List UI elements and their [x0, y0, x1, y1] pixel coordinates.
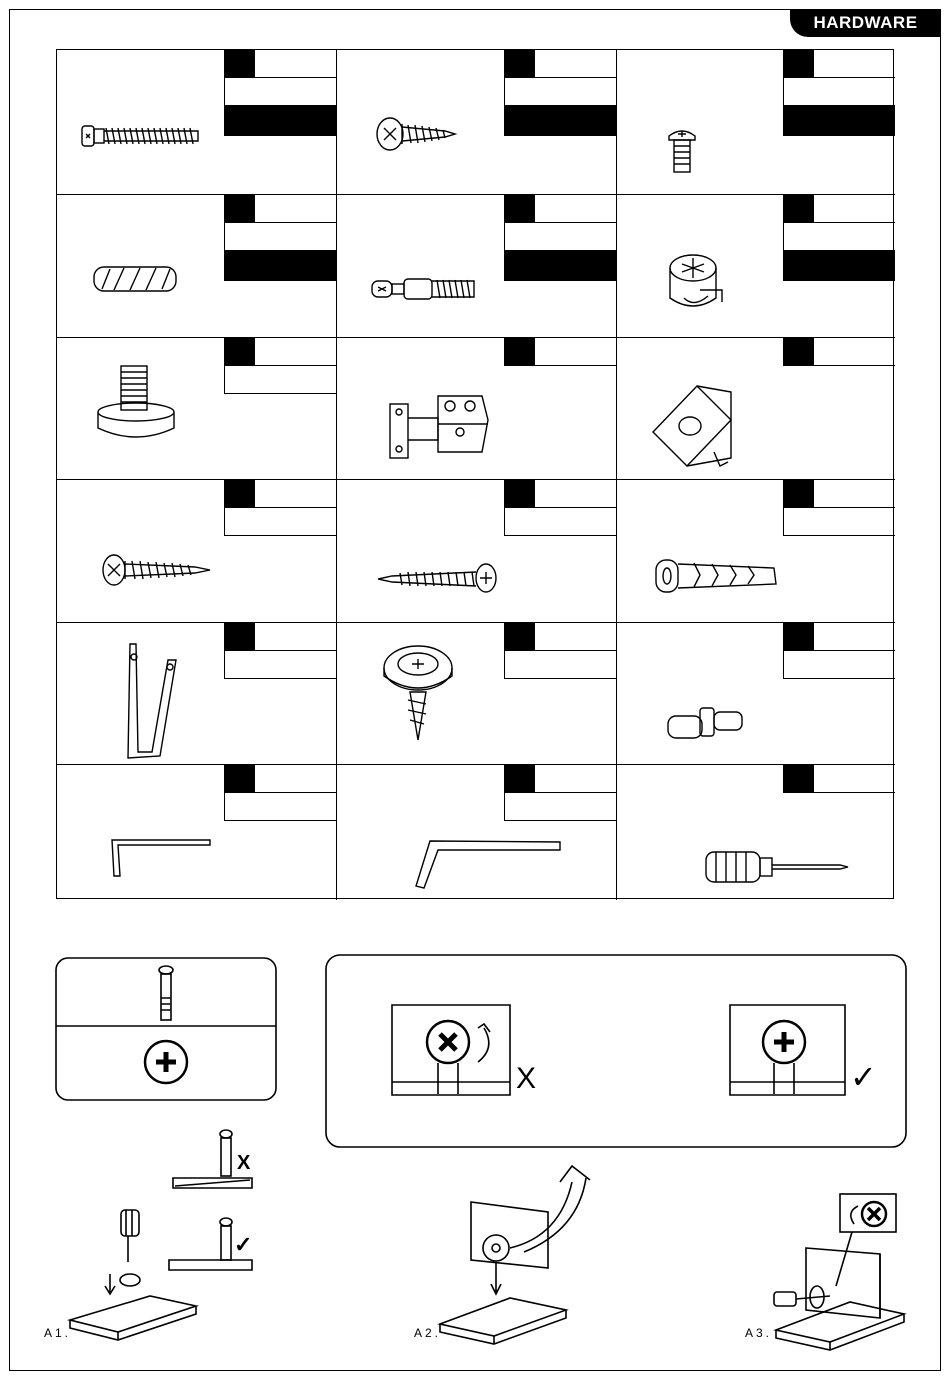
part-label-block [783, 480, 895, 536]
part-label-block [504, 338, 616, 366]
part-label-block [504, 50, 616, 136]
part-label-block [224, 195, 336, 281]
part-label-block [504, 195, 616, 281]
part-label-block [224, 480, 336, 536]
part-label-block [783, 623, 895, 679]
hardware-cell-machine-bolt [617, 50, 895, 195]
step-a3-label: A3. [745, 1326, 773, 1340]
part-label-block [224, 338, 336, 394]
part-label-block [224, 623, 336, 679]
hardware-cell-washer-screw [337, 623, 617, 765]
part-label-block [224, 50, 336, 136]
hardware-cell-screwdriver [617, 765, 895, 900]
part-label-block [504, 765, 616, 821]
a1-right-mark: ✓ [234, 1232, 253, 1257]
right-mark: ✓ [850, 1059, 877, 1095]
wrong-mark: X [516, 1062, 537, 1095]
part-label-block [504, 480, 616, 536]
step-a1-label: A1. [44, 1326, 72, 1340]
part-label-block [504, 623, 616, 679]
hardware-cell-adjustable-foot [57, 338, 337, 480]
hardware-cell-wall-anchor [617, 480, 895, 623]
hardware-cell-corner-block [617, 338, 895, 480]
hardware-cell-small-allen-key [57, 765, 337, 900]
hardware-tab [790, 9, 941, 37]
hardware-cell-shelf-pin [617, 623, 895, 765]
part-label-block [783, 195, 895, 281]
part-label-block [783, 50, 895, 136]
hardware-grid [56, 49, 894, 899]
a1-wrong-mark: X [237, 1152, 251, 1174]
part-label-block [224, 765, 336, 821]
hardware-title: HARDWARE [813, 13, 918, 32]
step-a2-label: A2. [414, 1326, 442, 1340]
hardware-cell-long-pan-screw [337, 480, 617, 623]
hardware-cell-wood-screw [57, 480, 337, 623]
hardware-cell-cam-lock [617, 195, 895, 338]
part-label-block [783, 765, 895, 793]
part-label-block [783, 338, 895, 366]
hardware-cell-safety-strap [57, 623, 337, 765]
hardware-cell-euro-screw [57, 50, 337, 195]
hardware-cell-large-allen-key [337, 765, 617, 900]
hardware-cell-wooden-dowel [57, 195, 337, 338]
hardware-cell-concealed-hinge [337, 338, 617, 480]
hardware-cell-flat-head-screw-short [337, 50, 617, 195]
hardware-cell-cam-bolt [337, 195, 617, 338]
